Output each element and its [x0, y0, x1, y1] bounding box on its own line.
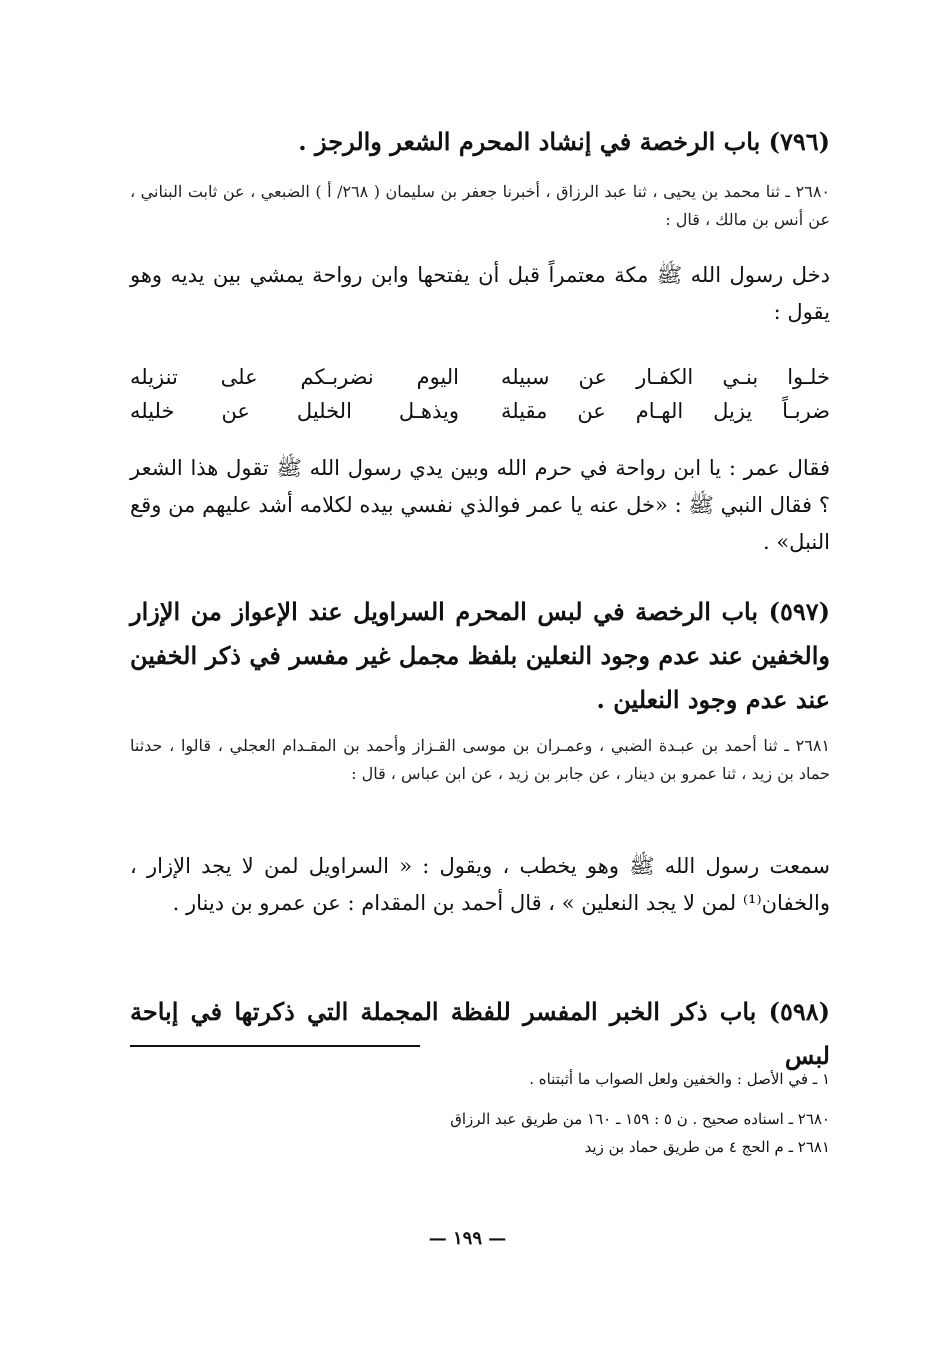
word: اليوم	[416, 365, 459, 389]
word: عن	[577, 399, 606, 423]
section-796	[130, 120, 830, 164]
word: الهـام	[635, 399, 684, 423]
first-hemistich	[501, 394, 830, 428]
word: مقيلة	[501, 399, 548, 423]
word: تنزيله	[130, 365, 178, 389]
footnotes	[130, 1065, 830, 1161]
hadith-2680-isnad	[130, 178, 830, 234]
isnad-text: ٢٦٨١ ـ ثنا أحمد بن عبـدة الضبي ، وعمـران بن موسى القـزاز وأحمد بن المقـدام العجلي ، قالوا ، حدثنا حماد بن زيد ، ثنا عمرو بن دينار ، عن جابر بن زيد ، عن ابن عباس ، قال :	[130, 736, 830, 783]
word: على	[220, 365, 258, 389]
footnote: ٢٦٨٠ ـ اسناده صحيح . ن ٥ : ١٥٩ ـ ١٦٠ من طريق عبد الرزاق	[450, 1110, 830, 1128]
footnote: ١ ـ في الأصل : والخفين ولعل الصواب ما أثبتناه .	[529, 1070, 830, 1088]
chapter-heading: (٥٩٨) باب ذكر الخبر المفسر للفظة المجملة التي ذكرتها في إباحة لبس	[130, 997, 830, 1070]
footnote: ٢٦٨١ ـ م الحج ٤ من طريق حماد بن زيد	[584, 1138, 830, 1156]
footnote-divider	[130, 1045, 420, 1047]
word: بنـي	[722, 365, 759, 389]
hadith-2681-matn	[130, 848, 830, 922]
poem	[130, 360, 830, 428]
book-page	[130, 110, 830, 1290]
word: يزيل	[713, 399, 753, 423]
word: ضربـاً	[782, 399, 830, 423]
matn-text: سمعت رسول الله ﷺ وهو يخطب ، ويقول : « السراويل لمن لا يجد الإزار ، والخفان⁽¹⁾ لمن لا يجد النعلين » ، قال أحمد بن المقدام : عن عمرو بن دينار .	[130, 854, 830, 915]
word: الخليل	[296, 399, 352, 423]
matn-text: دخل رسول الله ﷺ مكة معتمراً قبل أن يفتحها وابن رواحة يمشي بين يديه وهو يقول :	[130, 263, 830, 324]
hadith-2681-isnad	[130, 732, 830, 788]
word: خلـوا	[787, 365, 830, 389]
hadith-2680-matn	[130, 257, 830, 331]
word: خليله	[130, 399, 175, 423]
hadith-2680-continuation	[130, 450, 830, 561]
first-hemistich	[501, 360, 830, 394]
chapter-heading: (٧٩٦) باب الرخصة في إنشاد المحرم الشعر والرجز .	[298, 127, 830, 156]
second-hemistich	[130, 394, 459, 428]
verse-line	[130, 394, 830, 428]
verse-line	[130, 360, 830, 394]
word: عن	[221, 399, 250, 423]
matn-text: فقال عمر : يا ابن رواحة في حرم الله وبين يدي رسول الله ﷺ تقول هذا الشعر ؟ فقال النبي ﷺ : «خل عنه يا عمر فوالذي نفسي بيده لكلامه أشد عليهم من وقع النبل» .	[130, 456, 830, 554]
chapter-heading: (٥٩٧) باب الرخصة في لبس المحرم السراويل عند الإعواز من الإزار والخفين عند عدم وجود النعلين بلفظ مجمل غير مفسر في ذكر الخفين عند عدم وجود النعلين .	[130, 597, 830, 714]
word: الكفـار	[636, 365, 694, 389]
word: نضربـكم	[300, 365, 374, 389]
second-hemistich	[130, 360, 459, 394]
word: سبيله	[501, 365, 550, 389]
word: عن	[578, 365, 608, 389]
isnad-text: ٢٦٨٠ ـ ثنا محمد بن يحيى ، ثنا عبد الرزاق ، أخبرنا جعفر بن سليمان ( ٢٦٨/ أ ) الضبعي ، عن ثابت البناني ، عن أنس بن مالك ، قال :	[130, 182, 831, 229]
page-number: — ١٩٩ —	[428, 1228, 507, 1249]
section-597	[130, 590, 830, 722]
word: ويذهـل	[398, 399, 459, 423]
